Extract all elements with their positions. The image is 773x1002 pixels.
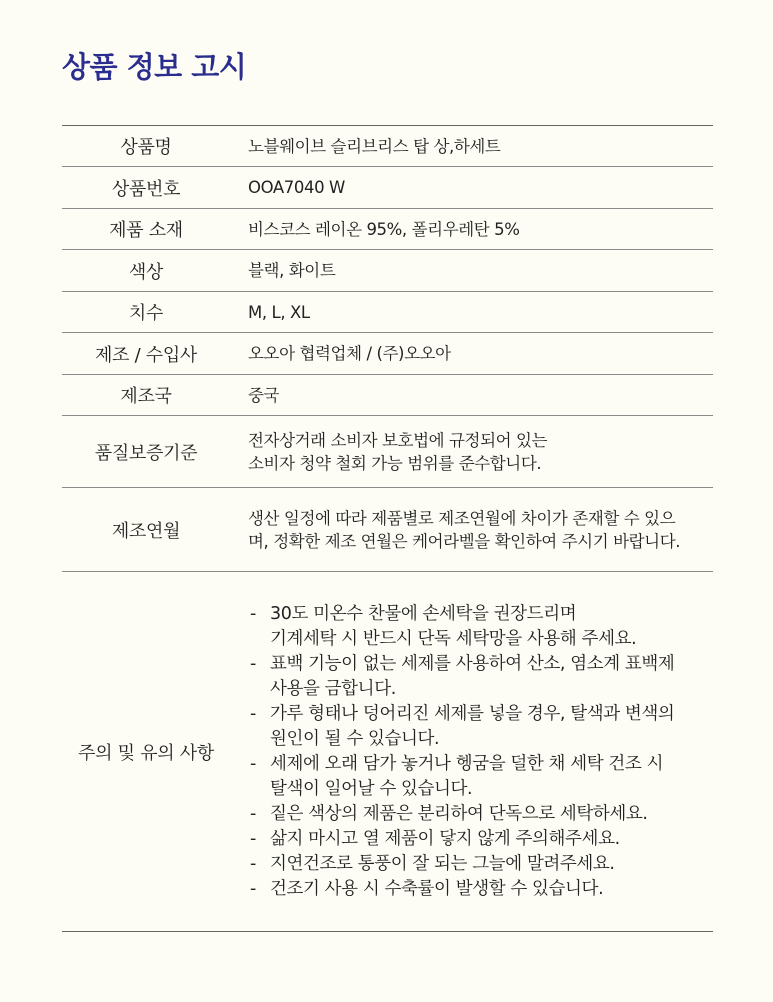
row-value-line: OOA7040 W	[248, 178, 345, 197]
row-label: 색상	[128, 261, 164, 283]
care-note-line: 건조기 사용 시 수축률이 발생할 수 있습니다.	[270, 878, 604, 899]
care-note-line: 사용을 금합니다.	[270, 678, 396, 699]
dash-bullet: -	[250, 878, 256, 899]
page-title: 상품 정보 고시	[62, 50, 247, 84]
dash-bullet: -	[250, 828, 256, 849]
row-label: 상품번호	[111, 178, 181, 200]
care-note-line: 짙은 색상의 제품은 분리하여 단독으로 세탁하세요.	[270, 803, 648, 824]
care-note-line: 원인이 될 수 있습니다.	[270, 728, 440, 749]
row-value	[248, 416, 713, 487]
row-value-line: 소비자 청약 철회 가능 범위를 준수합니다.	[248, 453, 542, 473]
dash-bullet: -	[250, 653, 256, 674]
row-value-line: 생산 일정에 따라 제품별로 제조연월에 차이가 존재할 수 있으	[248, 508, 676, 528]
care-note-line: 삶지 마시고 열 제품이 닿지 않게 주의해주세요.	[270, 828, 620, 849]
row-size	[62, 292, 713, 333]
row-care-notes	[62, 572, 713, 932]
row-value	[248, 209, 713, 249]
row-value-line: 오오아 협력업체 / (주)오오아	[248, 344, 451, 363]
row-label: 제조연월	[111, 520, 181, 542]
row-value	[248, 375, 713, 415]
row-label: 제조 / 수입사	[94, 344, 198, 366]
row-label: 제조국	[120, 386, 172, 407]
care-note-line: 기계세탁 시 반드시 단독 세탁망을 사용해 주세요.	[270, 628, 637, 649]
row-value-line: 비스코스 레이온 95%, 폴리우레탄 5%	[248, 219, 520, 239]
row-color	[62, 250, 713, 292]
row-value	[248, 488, 713, 571]
row-value-line: 중국	[248, 385, 280, 405]
row-value-line: 며, 정확한 제조 연월은 케어라벨을 확인하여 주시기 바랍니다.	[248, 531, 681, 551]
care-note-line: 가루 형태나 덩어리진 세제를 넣을 경우, 탈색과 변색의	[270, 703, 675, 724]
row-country	[62, 375, 713, 416]
care-note-line: 지연건조로 통풍이 잘 되는 그늘에 말려주세요.	[270, 853, 615, 874]
dash-bullet: -	[250, 703, 256, 724]
row-label: 품질보증기준	[94, 442, 198, 464]
row-value	[248, 167, 713, 208]
care-note-item	[250, 702, 713, 752]
care-note-item	[250, 852, 713, 877]
care-note-line: 탈색이 일어날 수 있습니다.	[270, 778, 473, 799]
care-note-item	[250, 752, 713, 802]
care-note-line: 표백 기능이 없는 세제를 사용하여 산소, 염소계 표백제	[270, 653, 675, 674]
care-note-item	[250, 877, 713, 902]
care-note-item	[250, 652, 713, 702]
care-note-item	[250, 802, 713, 827]
care-notes-list	[250, 572, 713, 931]
row-value	[248, 250, 713, 291]
care-note-line: 세제에 오래 담가 놓거나 헹굼을 덜한 채 세탁 건조 시	[270, 753, 664, 774]
row-quality-standard	[62, 416, 713, 488]
row-value-line: 전자상거래 소비자 보호법에 규정되어 있는	[248, 430, 548, 450]
care-note-item	[250, 827, 713, 852]
row-label: 상품명	[120, 137, 172, 158]
row-value-line: 블랙, 화이트	[248, 261, 336, 280]
row-label: 제품 소재	[109, 220, 183, 241]
row-value-line: 노블웨이브 슬리브리스 탑 상,하세트	[248, 136, 501, 156]
dash-bullet: -	[250, 803, 256, 824]
dash-bullet: -	[250, 603, 256, 624]
row-manufacture-date	[62, 488, 713, 572]
row-label: 치수	[128, 303, 164, 324]
row-product-number	[62, 167, 713, 209]
dash-bullet: -	[250, 853, 256, 874]
product-info-table	[62, 125, 713, 932]
row-manufacturer	[62, 333, 713, 375]
row-product-name	[62, 126, 713, 167]
row-label: 주의 및 유의 사항	[78, 742, 214, 764]
row-value-line: M, L, XL	[248, 302, 310, 322]
row-value	[248, 333, 713, 374]
row-value	[248, 126, 713, 166]
care-note-item	[250, 602, 713, 652]
care-note-line: 30도 미온수 찬물에 손세탁을 권장드리며	[270, 603, 577, 624]
dash-bullet: -	[250, 753, 256, 774]
row-material	[62, 209, 713, 250]
row-value	[248, 292, 713, 332]
